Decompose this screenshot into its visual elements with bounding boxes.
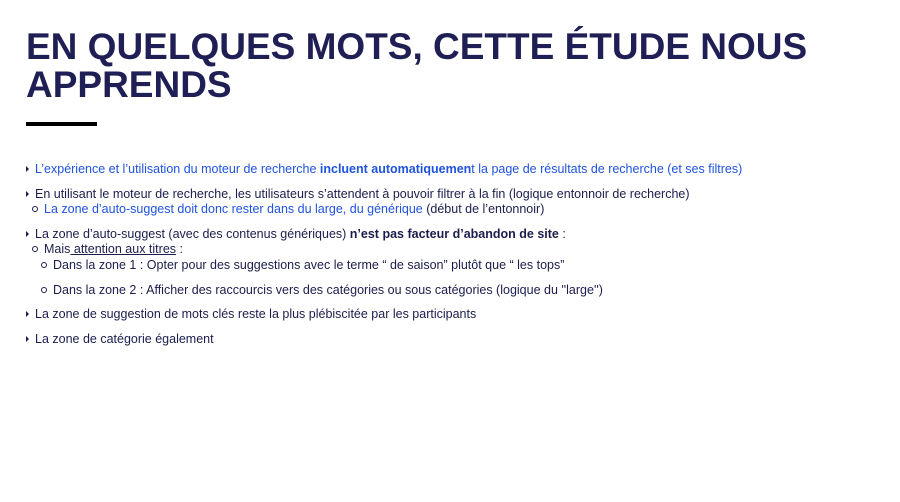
- text-segment-bold: n’est pas facteur d’abandon de site: [349, 227, 559, 241]
- text-segment: :: [558, 227, 566, 241]
- bullet-icon: [26, 231, 29, 237]
- bullet-text-4: [35, 227, 566, 242]
- text-segment-bold: incluent automatiquemen: [319, 162, 472, 176]
- bullet-text-1: [35, 162, 742, 177]
- text-segment: L’expérience et l’utilisation du moteur de recherche: [35, 162, 320, 176]
- text-segment: Mais: [44, 242, 71, 256]
- bullet-icon: [26, 336, 29, 342]
- sub-bullet-text-5: [44, 242, 183, 257]
- sub-sub-bullet-icon: [41, 287, 47, 293]
- slide-title: EN QUELQUES MOTS, CETTE ÉTUDE NOUS APPRENDS: [26, 26, 808, 105]
- sub-bullet-icon: [32, 206, 38, 212]
- text-segment: (début de l’entonnoir): [422, 202, 545, 216]
- text-segment: La zone d’auto-suggest (avec des contenus génériques): [35, 227, 350, 241]
- sub-sub-bullet-icon: [41, 262, 47, 268]
- bullet-text-9: La zone de catégorie également: [35, 332, 214, 346]
- sub-sub-bullet-text-7: Dans la zone 2 : Afficher des raccourcis vers des catégories ou sous catégories (logique du ''large''): [53, 283, 603, 297]
- bullet-icon: [26, 311, 29, 317]
- bullet-text-8: La zone de suggestion de mots clés reste la plus plébiscitée par les participants: [35, 307, 477, 321]
- bullet-icon: [26, 166, 29, 172]
- bullet-icon: [26, 191, 29, 197]
- bullet-text-2: En utilisant le moteur de recherche, les utilisateurs s’attendent à pouvoir filtrer à la fin (logique entonnoir de recherche): [35, 187, 690, 201]
- text-segment-underlined: attention aux titres: [70, 242, 177, 256]
- text-segment: :: [176, 242, 183, 256]
- text-segment-blue: La zone d’auto-suggest doit donc rester dans du large, du générique: [44, 202, 423, 216]
- sub-sub-bullet-text-6: Dans la zone 1 : Opter pour des suggestions avec le terme “ de saison” plutôt que “ les tops”: [53, 258, 565, 272]
- sub-bullet-icon: [32, 246, 38, 252]
- text-segment: t la page de résultats de recherche (et ses filtres): [471, 162, 743, 176]
- sub-bullet-text-3: [44, 202, 544, 217]
